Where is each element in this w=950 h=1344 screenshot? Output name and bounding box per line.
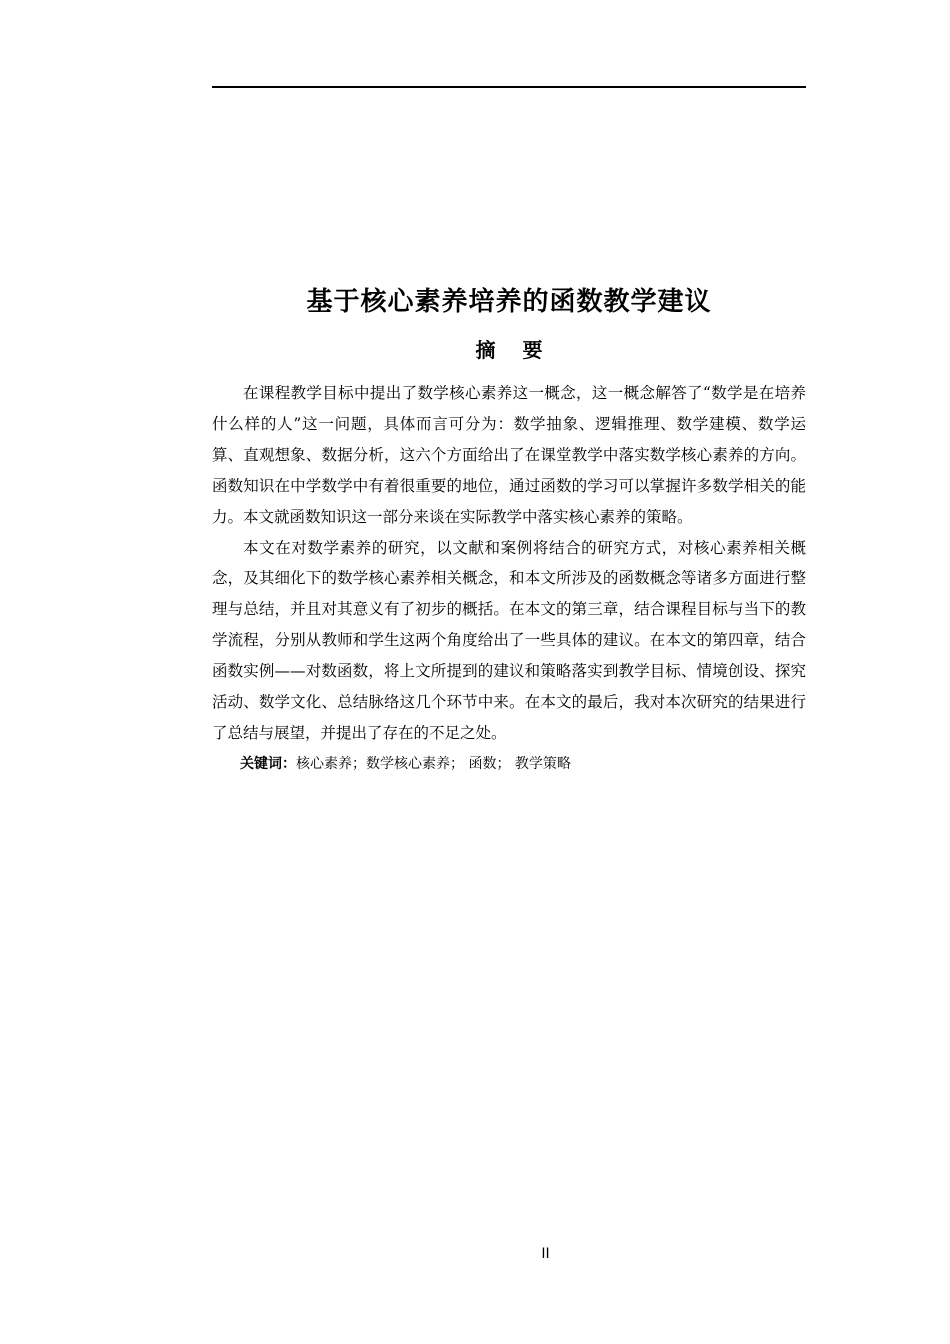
- keywords-line: [212, 749, 806, 779]
- abstract-body: [212, 378, 806, 779]
- page-number: II: [541, 1246, 550, 1262]
- abstract-paragraph-2: 本文在对数学素养的研究，以文献和案例将结合的研究方式，对核心素养相关概念，及其细化下的数学核心素养相关概念，和本文所涉及的函数概念等诸多方面进行整理与总结，并且对其意义有了初步的概括。在本文的第三章，结合课程目标与当下的教学流程，分别从教师和学生这两个角度给出了一些具体的建议。在本文的第四章，结合函数实例——对数函数，将上文所提到的建议和策略落实到教学目标、情境创设、探究活动、数学文化、总结脉络这几个环节中来。在本文的最后，我对本次研究的结果进行了总结与展望，并提出了存在的不足之处。: [212, 538, 806, 742]
- header-rule: [212, 86, 806, 88]
- keywords-values: 核心素养；数学核心素养； 函数； 教学策略: [296, 755, 571, 772]
- abstract-heading: 摘 要: [475, 338, 543, 362]
- document-title: 基于核心素养培养的函数教学建议: [306, 287, 712, 317]
- abstract-paragraph-1: 在课程教学目标中提出了数学核心素养这一概念，这一概念解答了“数学是在培养什么样的人”这一问题，具体而言可分为：数学抽象、逻辑推理、数学建模、数学运算、直观想象、数据分析，这六个方面给出了在课堂教学中落实数学核心素养的方向。函数知识在中学数学中有着很重要的地位，通过函数的学习可以掌握许多数学相关的能力。本文就函数知识这一部分来谈在实际教学中落实核心素养的策略。: [212, 384, 806, 526]
- keywords-label: 关键词：: [240, 755, 296, 772]
